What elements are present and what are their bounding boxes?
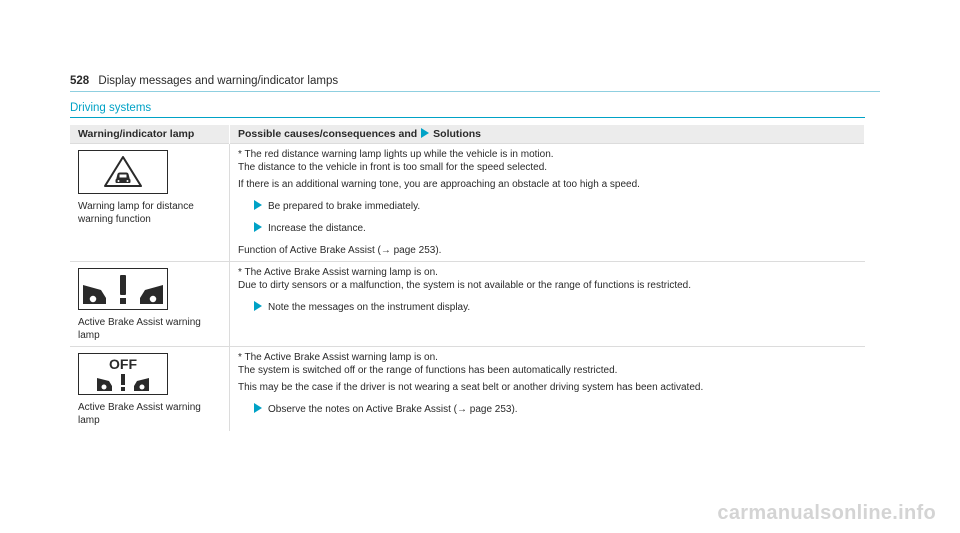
solution-step <box>250 403 857 416</box>
page-header <box>70 75 880 92</box>
solution-step-text: Observe the notes on Active Brake Assist (→ page 253). <box>268 404 518 415</box>
lamp-label: Active Brake Assist warning lamp <box>78 317 201 341</box>
solution-step <box>250 222 857 235</box>
column-header-lamp: Warning/indicator lamp <box>70 125 230 144</box>
arrow-right-icon <box>421 128 429 138</box>
cause-cell <box>230 144 865 262</box>
lamp-cell <box>70 144 230 262</box>
arrow-right-icon <box>254 403 262 413</box>
lamp-cell <box>70 262 230 347</box>
solution-step <box>250 301 857 314</box>
solution-step-text: Be prepared to brake immediately. <box>268 201 421 212</box>
watermark: carmanualsonline.info <box>717 502 936 524</box>
table-row <box>70 347 865 432</box>
distance-warning-lamp-icon <box>78 150 168 194</box>
solution-step-text: Increase the distance. <box>268 223 366 234</box>
solution-step <box>250 200 857 213</box>
table-row <box>70 144 865 262</box>
page-number: 528 <box>70 75 90 87</box>
cause-text <box>238 266 857 292</box>
page-reference[interactable]: Function of Active Brake Assist (→ page 253). <box>238 245 442 256</box>
cause-cell <box>230 347 865 432</box>
off-icon-label: OFF <box>109 356 137 372</box>
active-brake-assist-lamp-icon <box>78 268 168 310</box>
section-title: Driving systems <box>70 102 865 118</box>
solution-step-text: Note the messages on the instrument display. <box>268 302 471 313</box>
cause-cell <box>230 262 865 347</box>
lamp-label: Active Brake Assist warning lamp <box>78 402 201 426</box>
table-row <box>70 262 865 347</box>
cause-line: * The Active Brake Assist warning lamp is on. <box>238 267 438 278</box>
cause-line: Due to dirty sensors or a malfunction, the system is not available or the range of functions is restricted. <box>238 280 691 291</box>
table-header-row <box>70 125 865 144</box>
lamp-cell <box>70 347 230 432</box>
column-header-solutions-label: Solutions <box>433 127 482 140</box>
arrow-right-icon <box>254 222 262 232</box>
column-header-causes <box>230 125 865 144</box>
cause-line: The system is switched off or the range of functions has been automatically restricted. <box>238 365 618 376</box>
arrow-right-icon <box>254 200 262 210</box>
cause-text <box>238 148 857 191</box>
cause-line: * The Active Brake Assist warning lamp is on. <box>238 352 438 363</box>
cause-note: If there is an additional warning tone, you are approaching an obstacle at too high a speed. <box>238 179 640 190</box>
cause-line: The distance to the vehicle in front is too small for the speed selected. <box>238 162 548 173</box>
cause-note: This may be the case if the driver is not wearing a seat belt or another driving system has been activated. <box>238 382 704 393</box>
column-header-causes-label: Possible causes/consequences and <box>238 127 418 140</box>
active-brake-assist-off-lamp-icon <box>78 353 168 395</box>
lamp-label: Warning lamp for distance warning function <box>78 201 194 225</box>
warning-lamp-table <box>70 125 865 431</box>
cause-text <box>238 351 857 394</box>
arrow-right-icon <box>254 301 262 311</box>
page-header-title: Display messages and warning/indicator lamps <box>98 75 339 87</box>
cause-line: * The red distance warning lamp lights up while the vehicle is in motion. <box>238 149 554 160</box>
